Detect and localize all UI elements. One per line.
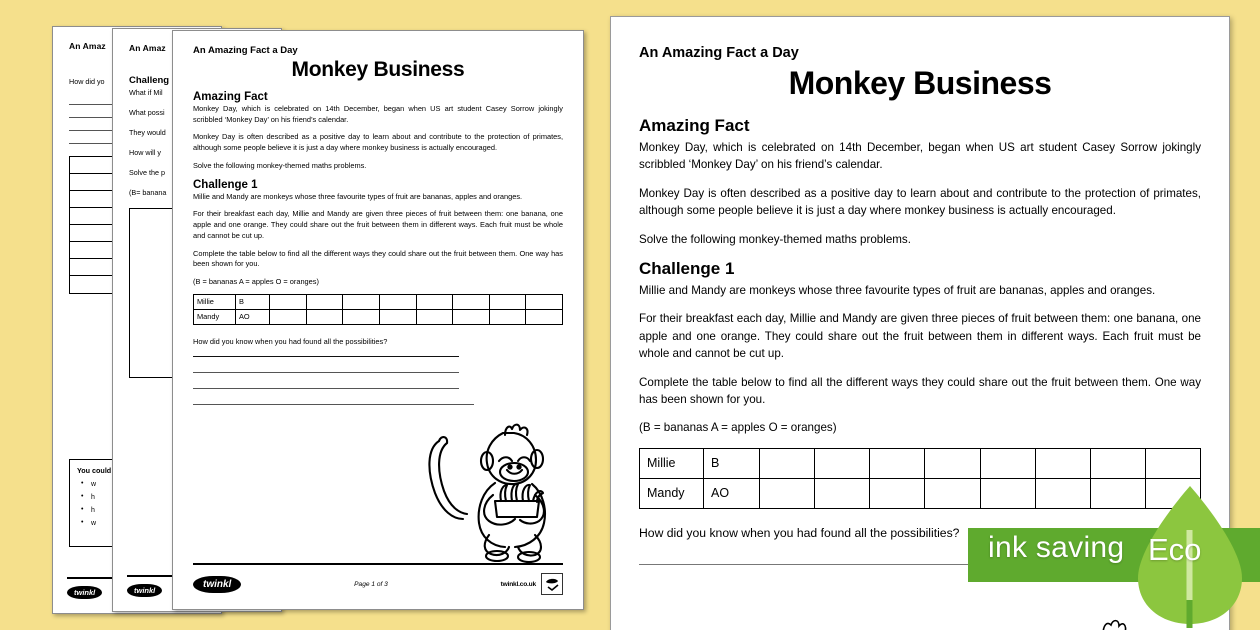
empty-cell[interactable] <box>815 448 870 478</box>
empty-cell[interactable] <box>526 309 563 324</box>
text-line: They would <box>129 128 166 137</box>
text-line: What possi <box>129 108 165 117</box>
row-filled-value: B <box>704 448 760 478</box>
preview-kicker: An Amazing Fact a Day <box>639 45 799 61</box>
fruit-share-table-small <box>193 294 563 325</box>
empty-cell[interactable] <box>489 294 526 309</box>
preview-paragraph: Solve the following monkey-themed maths problems. <box>639 232 911 246</box>
row-filled-value: AO <box>236 309 270 324</box>
front-paragraph: Millie and Mandy are monkeys whose three favourite types of fruit are bananas, apples and oranges. <box>193 191 523 201</box>
preview-heading-challenge-1: Challenge 1 <box>639 258 735 278</box>
empty-cell[interactable] <box>453 294 490 309</box>
empty-cell[interactable] <box>760 448 815 478</box>
empty-cell[interactable] <box>760 478 815 508</box>
answer-line[interactable] <box>193 372 459 373</box>
table-row <box>640 448 1201 478</box>
answer-line[interactable] <box>193 404 474 405</box>
front-paragraph: Monkey Day is often described as a positive day to learn about and contribute to the protection of primates, although some people believe it is just a day where monkey business is actually encouraged. <box>193 132 563 153</box>
empty-cell[interactable] <box>925 478 980 508</box>
empty-cell[interactable] <box>1145 448 1200 478</box>
answer-line[interactable] <box>193 356 459 357</box>
empty-cell[interactable] <box>815 478 870 508</box>
preview-heading-amazing-fact: Amazing Fact <box>639 116 750 135</box>
empty-cell[interactable] <box>1035 448 1090 478</box>
preview-paragraph: Monkey Day, which is celebrated on 14th December, began when US art student Casey Sorrow jokingly scribbled ‘Monkey Day’ on his friend’s calendar. <box>639 141 1201 172</box>
empty-cell[interactable] <box>416 294 453 309</box>
front-answer-lines <box>193 356 563 405</box>
twinkl-logo: twinkl <box>127 584 162 597</box>
empty-cell[interactable] <box>1035 478 1090 508</box>
preview-paragraph-key: (B = bananas A = apples O = oranges) <box>639 421 837 435</box>
worksheet-page-front[interactable] <box>172 30 584 610</box>
fruit-share-table-large <box>639 448 1201 509</box>
front-paragraph-key: (B = bananas A = apples O = oranges) <box>193 277 319 287</box>
preview-title: Monkey Business <box>788 65 1052 101</box>
footer-right-group <box>501 573 563 595</box>
thumbnail-back-kicker: An Amaz <box>69 41 106 51</box>
ink-saving-label: ink saving <box>988 531 1125 564</box>
site-url: twinkl.co.uk <box>500 580 536 588</box>
front-page-body <box>173 31 583 609</box>
text-line: What if Mil <box>129 88 163 97</box>
empty-cell[interactable] <box>343 294 380 309</box>
table-row <box>194 294 563 309</box>
row-label: Millie <box>640 448 704 478</box>
empty-cell[interactable] <box>453 309 490 324</box>
empty-cell[interactable] <box>980 448 1035 478</box>
empty-cell[interactable] <box>870 478 925 508</box>
empty-cell[interactable] <box>306 294 343 309</box>
empty-cell[interactable] <box>489 309 526 324</box>
empty-cell[interactable] <box>870 448 925 478</box>
page-number: Page 1 of 3 <box>354 580 388 588</box>
text-line: (B= banana <box>129 188 167 197</box>
empty-cell[interactable] <box>416 309 453 324</box>
preview-paragraph: Complete the table below to find all the different ways they could share out the fruit between them. One way has been shown for you. <box>639 375 1201 406</box>
twinkl-logo: twinkl <box>193 576 241 593</box>
preview-question: How did you know when you had found all the possibilities? <box>639 525 960 540</box>
eco-label: Eco <box>1148 532 1202 567</box>
preview-paragraph: Monkey Day is often described as a positive day to learn about and contribute to the protection of primates, although some people believe it is just a day where monkey business is actually encouraged. <box>639 186 1201 218</box>
front-paragraph: Monkey Day, which is celebrated on 14th December, began when US art student Casey Sorrow jokingly scribbled ‘Monkey Day’ on his friend’s calendar. <box>193 104 563 124</box>
check-mark-icon <box>544 576 560 592</box>
list-item: • w <box>91 481 193 488</box>
empty-cell[interactable] <box>980 478 1035 508</box>
empty-cell[interactable] <box>379 309 416 324</box>
row-label: Mandy <box>640 478 704 508</box>
text-line: Solve the p <box>129 168 165 177</box>
answer-line[interactable] <box>193 388 459 389</box>
list-item: • h <box>91 507 193 514</box>
row-filled-value: B <box>236 294 270 309</box>
empty-cell[interactable] <box>343 309 380 324</box>
front-kicker: An Amazing Fact a Day <box>193 45 298 56</box>
front-question: How did you know when you had found all the possibilities? <box>193 336 388 346</box>
front-paragraph: For their breakfast each day, Millie and Mandy are given three pieces of fruit between them: one banana, one apple and one orange. They could share out the fruit between them in different ways. Each fruit must be whole and cannot be cut up. <box>193 209 563 240</box>
empty-cell[interactable] <box>379 294 416 309</box>
front-title: Monkey Business <box>291 58 465 81</box>
thumbnail-mid-kicker: An Amaz <box>129 43 166 53</box>
empty-cell[interactable] <box>270 294 307 309</box>
thumbnail-mid-heading: Challeng <box>129 75 170 86</box>
preview-paragraph: Millie and Mandy are monkeys whose three favourite types of fruit are bananas, apples and oranges. <box>639 283 1156 297</box>
preview-paragraph: For their breakfast each day, Millie and Mandy are given three pieces of fruit between them: one banana, one apple and one orange. They could share out the fruit between them in different ways. Each fruit must be whole and cannot be cut up. <box>639 312 1201 361</box>
text-line: How will y <box>129 148 161 157</box>
list-item: • h <box>91 494 193 501</box>
empty-cell[interactable] <box>526 294 563 309</box>
quality-badge-icon <box>541 573 563 595</box>
front-heading-challenge-1: Challenge 1 <box>193 178 258 191</box>
empty-cell[interactable] <box>1090 448 1145 478</box>
empty-cell[interactable] <box>925 448 980 478</box>
twinkl-logo: twinkl <box>67 586 102 599</box>
list-item: • w <box>91 520 193 527</box>
front-paragraph: Solve the following monkey-themed maths problems. <box>193 160 367 170</box>
table-row <box>640 478 1201 508</box>
row-label: Millie <box>194 294 236 309</box>
row-label: Mandy <box>194 309 236 324</box>
footer-rule <box>193 563 563 565</box>
empty-cell[interactable] <box>306 309 343 324</box>
empty-cell[interactable] <box>270 309 307 324</box>
front-footer <box>193 563 563 595</box>
front-paragraph: Complete the table below to find all the different ways they could share out the fruit between them. One way has been shown for you. <box>193 248 563 269</box>
row-filled-value: AO <box>704 478 760 508</box>
table-row <box>194 309 563 324</box>
front-heading-amazing-fact: Amazing Fact <box>193 91 268 103</box>
callout-title: You could <box>77 466 112 475</box>
thumbnail-back-question: How did yo <box>69 77 105 86</box>
